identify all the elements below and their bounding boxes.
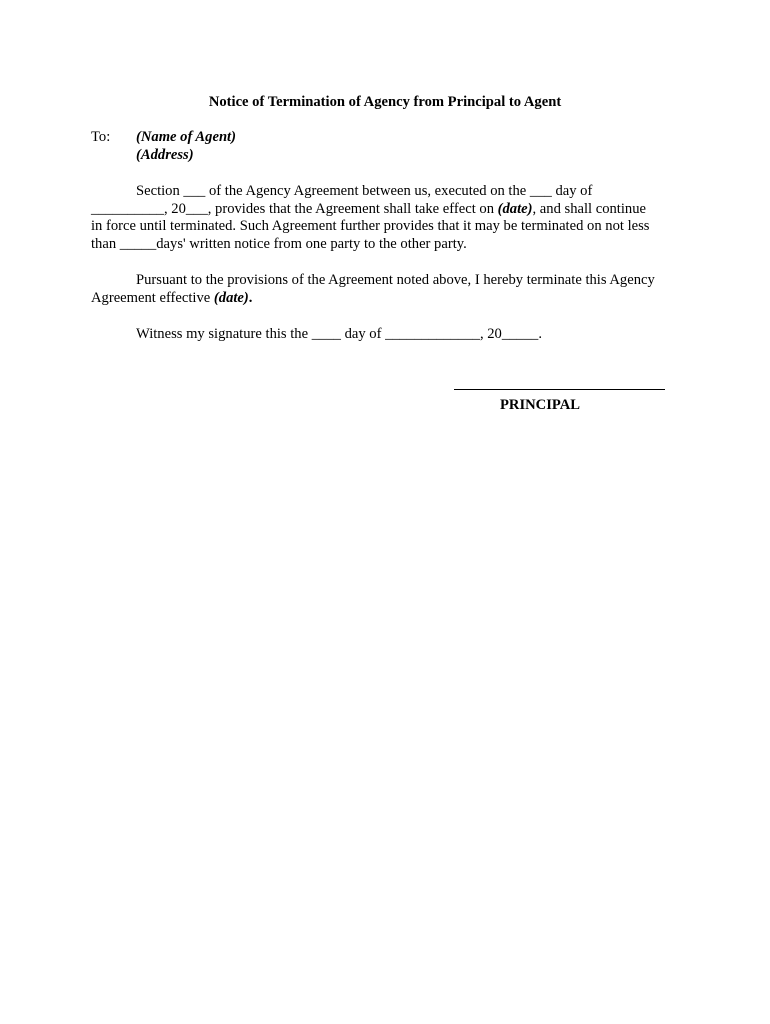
paragraph-line: Pursuant to the provisions of the Agreement noted above, I hereby terminate this Agency: [136, 272, 655, 288]
paragraph-text: Agreement effective: [91, 289, 214, 306]
addressee-lines: [136, 129, 236, 165]
signature-line: [454, 389, 665, 390]
signature-label: PRINCIPAL: [500, 397, 580, 413]
paragraph-line: Witness my signature this the ____ day of _____________, 20_____.: [136, 326, 542, 342]
paragraph-agreement-terms: [91, 183, 681, 253]
date-placeholder: (date): [213, 289, 249, 306]
document-title: Notice of Termination of Agency from Principal to Agent: [208, 94, 562, 110]
paragraph-text: .: [248, 289, 253, 306]
date-placeholder: (date): [497, 200, 533, 217]
paragraph-line: than _____days' written notice from one party to the other party.: [91, 235, 467, 252]
paragraph-witness: [91, 326, 681, 344]
paragraph-text: , and shall continue: [532, 200, 646, 217]
paragraph-line: Section ___ of the Agency Agreement between us, executed on the ___ day of: [136, 183, 593, 199]
paragraph-line: [91, 201, 681, 219]
paragraph-termination: [91, 272, 681, 307]
to-label: To:: [91, 129, 111, 145]
agent-name-placeholder: (Name of Agent): [136, 129, 236, 145]
agent-address-placeholder: (Address): [136, 147, 194, 163]
paragraph-line: in force until terminated. Such Agreement further provides that it may be terminated on not less: [91, 218, 650, 235]
paragraph-line: [91, 290, 681, 308]
paragraph-text: __________, 20___, provides that the Agreement shall take effect on: [91, 200, 498, 217]
